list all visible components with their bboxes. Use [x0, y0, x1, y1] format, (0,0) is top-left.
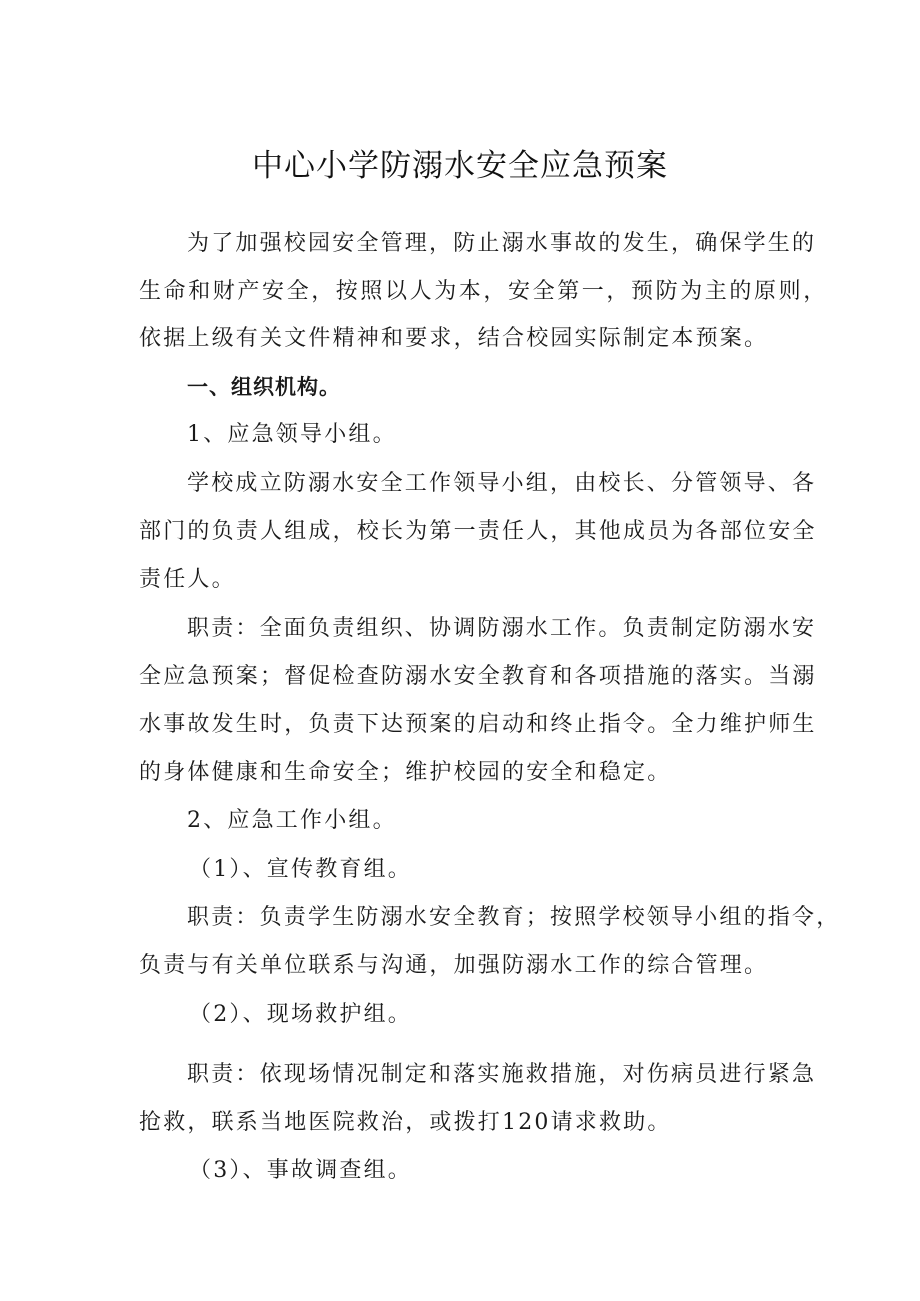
paragraph-line: 职责：全面负责组织、协调防溺水工作。负责制定防溺水安 — [187, 616, 817, 641]
paragraph-line: 生命和财产安全，按照以人为本，安全第一，预防为主的原则， — [139, 279, 828, 304]
paragraph-line: 责任人。 — [139, 567, 236, 592]
paragraph-line: 职责：依现场情况制定和落实施救措施，对伤病员进行紧急 — [187, 1062, 817, 1087]
paragraph-line: 抢救，联系当地医院救治，或拨打120请求救助。 — [139, 1110, 672, 1135]
group-heading: （3）、事故调查组。 — [189, 1158, 412, 1183]
paragraph-line: 水事故发生时，负责下达预案的启动和终止指令。全力维护师生 — [139, 712, 817, 737]
paragraph-line: 全应急预案；督促检查防溺水安全教育和各项措施的落实。当溺 — [139, 664, 817, 689]
group-heading: （2）、现场救护组。 — [189, 1002, 412, 1027]
paragraph-line: 学校成立防溺水安全工作领导小组，由校长、分管领导、各 — [187, 471, 817, 496]
paragraph-line: 职责：负责学生防溺水安全教育；按照学校领导小组的指令， — [187, 905, 841, 930]
paragraph-line: 负责与有关单位联系与沟通，加强防溺水工作的综合管理。 — [139, 953, 769, 978]
paragraph-line: 依据上级有关文件精神和要求，结合校园实际制定本预案。 — [139, 326, 769, 351]
section-heading: 一、组织机构。 — [187, 375, 341, 399]
document-title: 中心小学防溺水安全应急预案 — [252, 148, 668, 184]
subsection-heading: 2、应急工作小组。 — [187, 808, 397, 833]
group-heading: （1）、宣传教育组。 — [189, 857, 412, 882]
subsection-heading: 1、应急领导小组。 — [187, 422, 397, 447]
paragraph-line: 部门的负责人组成，校长为第一责任人，其他成员为各部位安全 — [139, 519, 817, 544]
paragraph-line: 的身体健康和生命安全；维护校园的安全和稳定。 — [139, 760, 672, 785]
paragraph-line: 为了加强校园安全管理，防止溺水事故的发生，确保学生的 — [187, 231, 817, 256]
